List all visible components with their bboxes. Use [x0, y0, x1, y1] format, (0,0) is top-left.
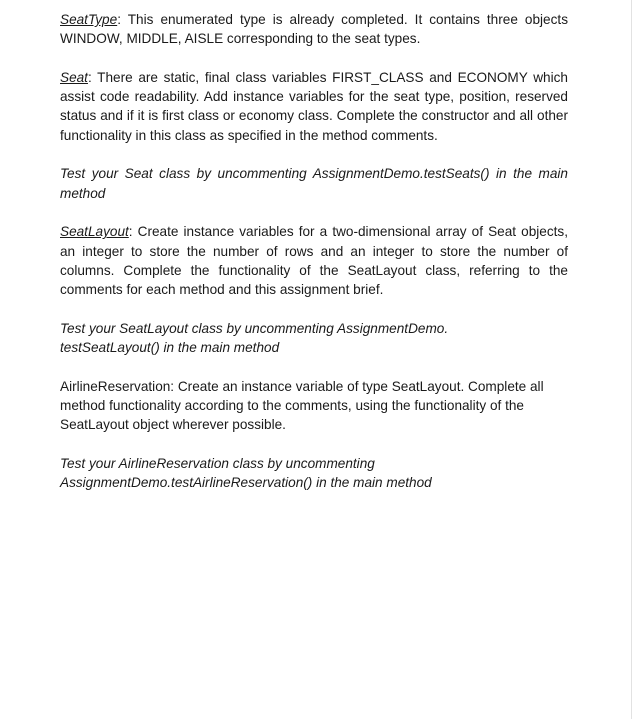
- paragraph-test-seat: [60, 164, 568, 203]
- paragraph-seattype: [60, 10, 568, 49]
- paragraph-airlinereservation: [60, 377, 568, 435]
- test-seat-instruction: Test your Seat class by uncommenting AssignmentDemo.testSeats() in the main method: [60, 166, 568, 201]
- test-seatlayout-line-2: testSeatLayout() in the main method: [60, 340, 280, 356]
- paragraph-seatlayout: [60, 222, 568, 299]
- term-seattype: SeatType: [60, 12, 118, 27]
- paragraph-seat: [60, 68, 568, 145]
- test-airline-line-1: Test your AirlineReservation class by uncommenting: [60, 455, 375, 471]
- airlinereservation-description: AirlineReservation: Create an instance variable of type SeatLayout. Complete all method functionality according to the comments, using the functionality of the SeatLayout object wherever possible.: [60, 378, 544, 433]
- document-content: [60, 10, 568, 512]
- term-seat: Seat: [60, 69, 88, 85]
- test-airline-line-2: AssignmentDemo.testAirlineReservation() in the main method: [60, 475, 432, 491]
- paragraph-test-seatlayout: [60, 319, 568, 358]
- paragraph-test-airlinereservation: [60, 454, 568, 493]
- seat-description: : There are static, final class variables FIRST_CLASS and ECONOMY which assist code readability. Add instance variables for the seat type, position, reserved status and if it is first class or economy class. Complete the constructor and all other functionality in this class as specified in the method comments.: [60, 69, 568, 143]
- seatlayout-description: : Create instance variables for a two-dimensional array of Seat objects, an integer to store the number of rows and an integer to store the number of columns. Complete the functionality of the SeatLayout class, referring to the comments for each method and this assignment brief.: [60, 224, 568, 298]
- term-seatlayout: SeatLayout: [60, 224, 129, 240]
- seattype-description: : This enumerated type is already completed. It contains three objects WINDOW, MIDDLE, AISLE corresponding to the seat types.: [60, 12, 568, 47]
- test-seatlayout-line-1: Test your SeatLayout class by uncommenting AssignmentDemo.: [60, 320, 449, 336]
